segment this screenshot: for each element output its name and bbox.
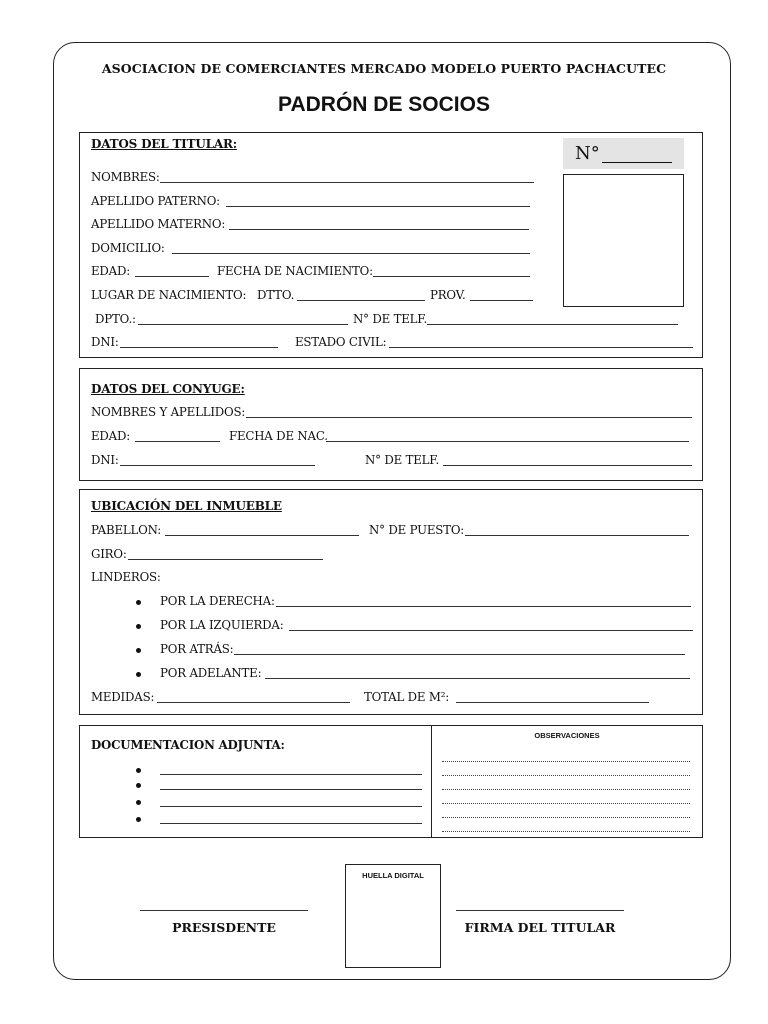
member-number-field[interactable]: [602, 162, 672, 163]
giro-field[interactable]: [128, 559, 323, 560]
titular-section-title: DATOS DEL TITULAR:: [91, 137, 237, 151]
association-name: ASOCIACION DE COMERCIANTES MERCADO MODELO PUERTO PACHACUTEC: [101, 61, 667, 76]
medidas-label: MEDIDAS:: [91, 690, 155, 704]
documento-field-1[interactable]: [160, 774, 422, 775]
total-m2-field[interactable]: [456, 702, 649, 703]
izquierda-label: POR LA IZQUIERDA:: [160, 618, 284, 632]
conyuge-telefono-field[interactable]: [443, 465, 692, 466]
observaciones-line[interactable]: [442, 831, 690, 832]
observaciones-line[interactable]: [442, 789, 690, 790]
puesto-label: N° DE PUESTO:: [369, 523, 465, 537]
domicilio-label: DOMICILIO:: [91, 241, 165, 255]
conyuge-dni-label: DNI:: [91, 453, 119, 467]
apellido-paterno-label: APELLIDO PATERNO:: [91, 194, 220, 208]
pabellon-label: PABELLON:: [91, 523, 162, 537]
telefono-field[interactable]: [427, 324, 678, 325]
presidente-signature-line[interactable]: [140, 910, 308, 911]
titular-signature-line[interactable]: [456, 910, 624, 911]
adelante-label: POR ADELANTE:: [160, 666, 262, 680]
domicilio-field[interactable]: [172, 253, 530, 254]
fecha-nacimiento-field[interactable]: [373, 276, 530, 277]
dni-field[interactable]: [120, 347, 278, 348]
derecha-label: POR LA DERECHA:: [160, 594, 275, 608]
bullet: [136, 800, 141, 805]
documento-field-4[interactable]: [160, 823, 422, 824]
prov-field[interactable]: [470, 300, 533, 301]
atras-field[interactable]: [234, 654, 685, 655]
conyuge-fecha-label: FECHA DE NAC.: [229, 429, 328, 443]
observaciones-line[interactable]: [442, 761, 690, 762]
estado-civil-label: ESTADO CIVIL:: [295, 335, 387, 349]
puesto-field[interactable]: [465, 535, 689, 536]
pabellon-field[interactable]: [165, 535, 359, 536]
photo-box: [563, 174, 684, 307]
dpto-field[interactable]: [138, 324, 348, 325]
bullet: [136, 600, 141, 605]
adelante-field[interactable]: [265, 678, 690, 679]
giro-label: GIRO:: [91, 547, 127, 561]
conyuge-edad-field[interactable]: [135, 441, 220, 442]
conyuge-section-title: DATOS DEL CONYUGE:: [91, 382, 245, 396]
total-m2-label: TOTAL DE M²:: [364, 690, 450, 704]
nombres-field[interactable]: [160, 182, 534, 183]
conyuge-telefono-label: N° DE TELF.: [365, 453, 440, 467]
conyuge-nombres-label: NOMBRES Y APELLIDOS:: [91, 405, 246, 419]
bullet: [136, 768, 141, 773]
observaciones-box: [431, 725, 703, 838]
dni-label: DNI:: [91, 335, 119, 349]
bullet: [136, 783, 141, 788]
izquierda-field[interactable]: [289, 630, 693, 631]
documento-field-2[interactable]: [160, 789, 422, 790]
fecha-nacimiento-label: FECHA DE NACIMIENTO:: [217, 264, 373, 278]
member-number-label: N°: [575, 143, 600, 164]
conyuge-nombres-field[interactable]: [246, 417, 692, 418]
observaciones-title: OBSERVACIONES: [534, 731, 600, 740]
prov-label: PROV.: [430, 288, 466, 302]
lugar-nacimiento-label: LUGAR DE NACIMIENTO:: [91, 288, 247, 302]
derecha-field[interactable]: [276, 606, 691, 607]
inmueble-section-title: UBICACIÓN DEL INMUEBLE: [91, 499, 282, 513]
documento-field-3[interactable]: [160, 806, 422, 807]
observaciones-line[interactable]: [442, 817, 690, 818]
observaciones-line[interactable]: [442, 775, 690, 776]
dtto-field[interactable]: [297, 300, 425, 301]
presidente-label: PRESISDENTE: [172, 920, 276, 935]
firma-titular-label: FIRMA DEL TITULAR: [464, 920, 616, 935]
estado-civil-field[interactable]: [389, 347, 693, 348]
atras-label: POR ATRÁS:: [160, 642, 234, 656]
observaciones-line[interactable]: [442, 803, 690, 804]
linderos-label: LINDEROS:: [91, 570, 161, 584]
page-title: PADRÓN DE SOCIOS: [278, 93, 490, 116]
documentacion-title: DOCUMENTACION ADJUNTA:: [91, 738, 285, 752]
edad-field[interactable]: [135, 276, 209, 277]
nombres-label: NOMBRES:: [91, 170, 160, 184]
medidas-field[interactable]: [157, 702, 350, 703]
bullet: [136, 672, 141, 677]
conyuge-dni-field[interactable]: [120, 465, 315, 466]
bullet: [136, 817, 141, 822]
bullet: [136, 624, 141, 629]
bullet: [136, 648, 141, 653]
conyuge-edad-label: EDAD:: [91, 429, 131, 443]
telefono-label: N° DE TELF.: [353, 312, 428, 326]
fingerprint-label: HUELLA DIGITAL: [362, 871, 424, 880]
conyuge-fecha-field[interactable]: [326, 441, 689, 442]
edad-label: EDAD:: [91, 264, 131, 278]
apellido-materno-label: APELLIDO MATERNO:: [91, 217, 226, 231]
dpto-label: DPTO.:: [95, 312, 136, 326]
apellido-materno-field[interactable]: [229, 229, 529, 230]
dtto-label: DTTO.: [257, 288, 295, 302]
apellido-paterno-field[interactable]: [226, 206, 530, 207]
